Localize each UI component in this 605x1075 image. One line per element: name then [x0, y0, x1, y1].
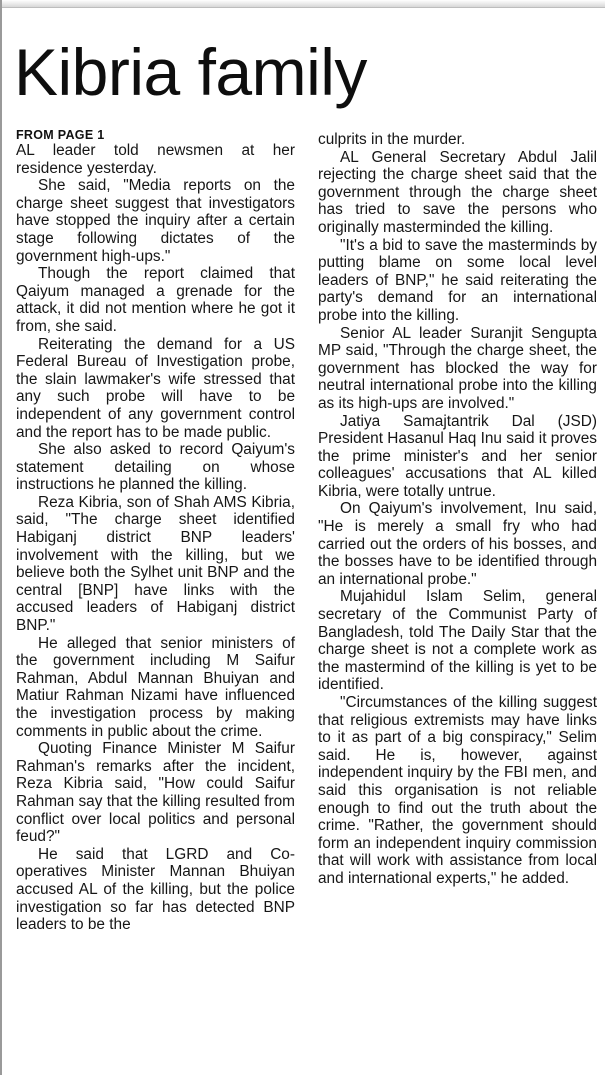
paragraph: Mujahidul Islam Selim, general secretary of the Communist Party of Bangladesh, told The Daily Star that the charge sheet is not a complete work as the mastermind of the killing is yet to be identified.: [318, 588, 597, 694]
paragraph: On Qaiyum's involvement, Inu said, "He is merely a small fry who had carried out the orders of his bosses, and the bosses have to be identified through an international probe.": [318, 500, 597, 588]
paragraph: Though the report claimed that Qaiyum managed a grenade for the attack, it did not mention where he got it from, she said.: [16, 265, 295, 335]
page-left-edge: [0, 0, 2, 1075]
paragraph: culprits in the murder.: [318, 131, 466, 148]
right-column: [318, 131, 597, 888]
paragraph: "Circumstances of the killing suggest that religious extremists may have links to it as part of a big conspiracy," Selim said. He is, however, against independent inquiry by the FBI men, and said this organisation is not reliable enough to find out the truth about the crime. "Rather, the government should form an independent inquiry commission that will work with assistance from local and international experts," he added.: [318, 694, 597, 887]
jump-label: FROM PAGE 1: [16, 128, 105, 142]
left-column: [16, 128, 295, 934]
paragraph: AL General Secretary Abdul Jalil rejecting the charge sheet said that the government through the charge sheet has tried to save the persons who originally masterminded the killing.: [318, 148, 597, 236]
paragraph: Reza Kibria, son of Shah AMS Kibria, said, "The charge sheet identified Habiganj district BNP leaders' involvement with the killing, but we believe both the Sylhet unit BNP and the central [BNP] have links with the accused leaders of Habiganj district BNP.": [16, 493, 295, 635]
paragraph: He alleged that senior ministers of the government including M Saifur Rahman, Abdul Mannan Bhuiyan and Matiur Rahman Nizami have influenced the investigation process by making comments in public about the crime.: [16, 634, 295, 740]
paragraph: She said, "Media reports on the charge sheet suggest that investigators have stopped the inquiry after a certain stage following dictates of the government high-ups.": [16, 177, 295, 265]
paragraph: She also asked to record Qaiyum's statement detailing on whose instructions he planned the killing.: [16, 441, 295, 494]
paragraph: "It's a bid to save the masterminds by putting blame on some local level leaders of BNP," he said reiterating the party's demand for an international probe into the killing.: [318, 236, 597, 324]
paragraph: Reiterating the demand for a US Federal Bureau of Investigation probe, the slain lawmaker's wife stressed that any such probe will have to be independent of any government control and the report has to be made public.: [16, 335, 295, 441]
paragraph: AL leader told newsmen at her residence yesterday.: [16, 142, 295, 177]
paragraph: Quoting Finance Minister M Saifur Rahman's remarks after the incident, Reza Kibria said, "How could Saifur Rahman say that the killing resulted from conflict over local politics and personal feud?": [16, 740, 295, 846]
headline: Kibria family: [14, 35, 367, 109]
paragraph: He said that LGRD and Co-operatives Minister Mannan Bhuiyan accused AL of the killing, but the police investigation so far has detected BNP leaders to be the: [16, 845, 295, 934]
page-top-edge: [0, 0, 605, 8]
paragraph: Jatiya Samajtantrik Dal (JSD) President Hasanul Haq Inu said it proves the prime minister's and her senior colleagues' accusations that AL killed Kibria, were totally untrue.: [318, 412, 597, 500]
paragraph: Senior AL leader Suranjit Sengupta MP said, "Through the charge sheet, the government has blocked the way for neutral international probe into the killing as its high-ups are involved.": [318, 324, 597, 412]
